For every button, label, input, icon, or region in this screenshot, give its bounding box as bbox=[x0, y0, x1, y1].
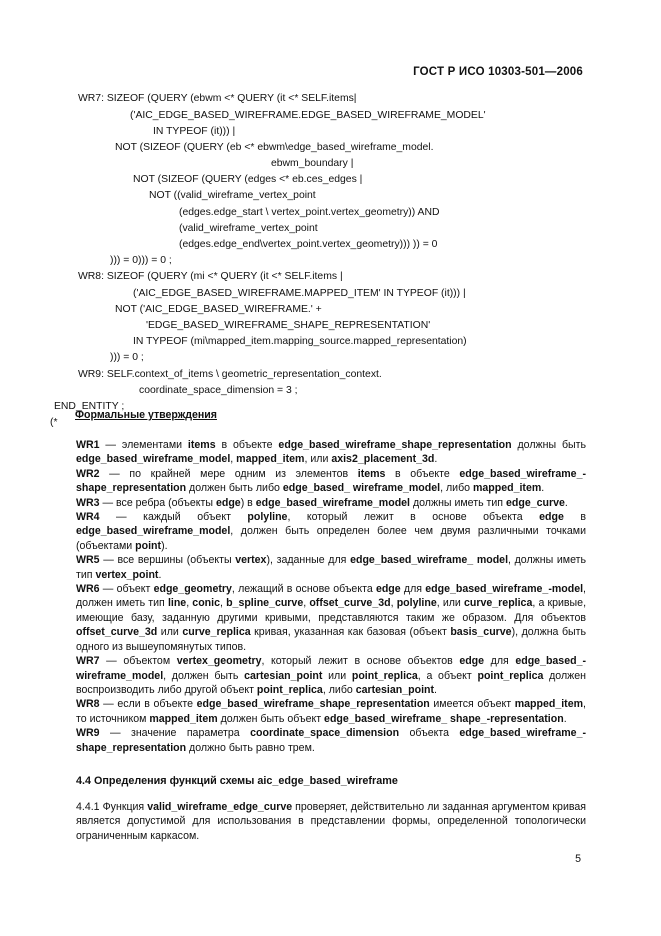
bold-term: edge_based_wireframe_ shape_-representation bbox=[324, 712, 564, 725]
text-run: для bbox=[400, 583, 426, 596]
rule-paragraph bbox=[52, 553, 586, 582]
bold-term: WR6 bbox=[76, 583, 100, 596]
text-run: , то источником bbox=[76, 698, 586, 725]
text-run: в объекте bbox=[385, 467, 460, 480]
text-run: или bbox=[157, 626, 183, 639]
text-run: — значение параметра bbox=[99, 727, 251, 740]
text-run: — если в объекте bbox=[99, 698, 197, 711]
text-run: . bbox=[564, 496, 568, 509]
text-run: должны иметь тип bbox=[410, 496, 506, 509]
code-line: (edges.edge_start \ vertex_point.vertex_geometry)) AND bbox=[179, 207, 440, 218]
bold-term: WR4 bbox=[76, 511, 100, 524]
text-run: , лежащий в основе объекта bbox=[231, 583, 376, 596]
text-run: , bbox=[390, 597, 397, 610]
bold-term: curve_replica bbox=[182, 626, 251, 639]
bold-term: WR8 bbox=[76, 698, 100, 711]
paragraph-4-4-1 bbox=[52, 800, 586, 843]
code-line: 'EDGE_BASED_WIREFRAME_SHAPE_REPRESENTATION' bbox=[146, 320, 431, 331]
text-run: , bbox=[186, 597, 193, 610]
bold-term: polyline bbox=[396, 597, 437, 610]
code-line: (* bbox=[50, 417, 58, 428]
text-run: ). bbox=[161, 539, 168, 552]
code-line: IN TYPEOF (mi\mapped_item.mapping_source.mapped_representation) bbox=[133, 336, 467, 347]
bold-term: edge_based_wireframe_ model bbox=[350, 554, 509, 567]
text-run: или bbox=[322, 669, 352, 682]
bold-term: edge_based_wireframe_shape_representation bbox=[196, 698, 430, 711]
text-run: , должен быть bbox=[163, 669, 245, 682]
bold-term: edge_based_wireframe_-model bbox=[425, 583, 584, 596]
text-run: , либо bbox=[322, 683, 356, 696]
text-run: , bbox=[303, 597, 310, 610]
text-run: 4.4.1 Функция bbox=[76, 801, 148, 813]
bold-term: edge bbox=[215, 496, 241, 509]
text-run: — каждый объект bbox=[99, 511, 248, 524]
bold-term: edge_based_wireframe_-shape_representation bbox=[76, 467, 586, 495]
bold-term: edge_based_wireframe_model bbox=[255, 496, 411, 509]
text-run: . bbox=[158, 568, 162, 581]
text-run: ) в bbox=[240, 496, 256, 509]
code-line: ))) = 0))) = 0 ; bbox=[110, 255, 172, 266]
bold-term: line bbox=[167, 597, 187, 610]
text-run: , который лежит в основе объекта bbox=[287, 511, 540, 524]
bold-term: edge_based_wireframe_-shape_representation bbox=[76, 727, 586, 754]
rule-paragraph bbox=[52, 496, 586, 510]
bold-term: point_replica bbox=[351, 669, 418, 682]
text-run: должны быть bbox=[511, 439, 587, 451]
text-run: объекта bbox=[399, 727, 460, 740]
bold-term: WR3 bbox=[76, 496, 100, 509]
code-line: WR8: SIZEOF (QUERY (mi <* QUERY (it <* SELF.items | bbox=[78, 271, 343, 282]
code-line: (valid_wireframe_vertex_point bbox=[179, 223, 318, 234]
text-run: , bbox=[219, 597, 227, 610]
text-run: . bbox=[434, 453, 438, 466]
text-run: — все ребра (объекты bbox=[99, 496, 216, 509]
code-line: NOT (SIZEOF (QUERY (eb <* ebwm\edge_based_wireframe_model. bbox=[115, 142, 434, 153]
text-run: — элементами bbox=[99, 439, 188, 451]
code-line: WR7: SIZEOF (QUERY (ebwm <* QUERY (it <* SELF.items| bbox=[78, 93, 357, 104]
rules-list bbox=[52, 438, 586, 755]
bold-term: edge bbox=[539, 511, 564, 524]
text-run: должен быть объект bbox=[217, 712, 325, 725]
bold-term: cartesian_point bbox=[244, 669, 323, 682]
bold-term: b_spline_curve bbox=[226, 597, 304, 610]
rule-paragraph bbox=[52, 510, 586, 553]
bold-term: cartesian_point bbox=[355, 683, 435, 696]
text-run: кривая, указанная как базовая (объект bbox=[250, 626, 451, 639]
text-run: . bbox=[541, 482, 545, 495]
bold-term: edge_geometry bbox=[153, 583, 232, 596]
code-line: IN TYPEOF (it))) | bbox=[153, 126, 236, 137]
bold-term: offset_curve_3d bbox=[309, 597, 391, 610]
code-line: NOT ('AIC_EDGE_BASED_WIREFRAME.' + bbox=[115, 304, 322, 315]
bold-term: axis2_placement_3d bbox=[331, 453, 435, 466]
bold-term: curve_replica bbox=[464, 597, 533, 610]
text-run: для bbox=[484, 655, 516, 668]
bold-term: vertex_geometry bbox=[176, 655, 262, 668]
text-run: в bbox=[563, 511, 586, 524]
text-run: — объект bbox=[99, 583, 154, 596]
bold-term: offset_curve_3d bbox=[76, 626, 158, 639]
bold-term: WR7 bbox=[76, 655, 100, 668]
text-run: . bbox=[563, 712, 567, 725]
text-run: в объекте bbox=[215, 439, 279, 451]
rule-paragraph bbox=[52, 438, 586, 467]
text-run: ), заданные для bbox=[266, 554, 351, 567]
bold-term: WR1 bbox=[76, 439, 100, 451]
bold-term: edge_based_-wireframe_model bbox=[76, 655, 586, 682]
bold-term: valid_wireframe_edge_curve bbox=[147, 801, 293, 813]
section-title: Формальные утверждения bbox=[75, 409, 217, 421]
bold-term: items bbox=[357, 467, 386, 480]
text-run: , а кривые, имеющие базу, заданную другими кривыми, представляются таким же образом. Для объектов bbox=[76, 597, 587, 624]
bold-term: point_replica bbox=[477, 669, 544, 682]
bold-term: items bbox=[187, 439, 216, 451]
text-run: — объектом bbox=[99, 655, 177, 668]
code-line: NOT (SIZEOF (QUERY (edges <* eb.ces_edges | bbox=[133, 174, 363, 185]
code-line: coordinate_space_dimension = 3 ; bbox=[139, 385, 298, 396]
code-line: END_ENTITY ; bbox=[54, 401, 125, 412]
code-line: (edges.edge_end\vertex_point.vertex_geometry))) )) = 0 bbox=[179, 239, 438, 250]
code-line: ('AIC_EDGE_BASED_WIREFRAME.MAPPED_ITEM' IN TYPEOF (it))) | bbox=[133, 288, 466, 299]
bold-term: polyline bbox=[247, 511, 288, 524]
bold-term: edge bbox=[459, 655, 485, 668]
code-line: ))) = 0 ; bbox=[110, 352, 144, 363]
text-run: должно быть равно трем. bbox=[186, 741, 315, 754]
bold-term: conic bbox=[192, 597, 220, 610]
code-line: NOT ((valid_wireframe_vertex_point bbox=[149, 190, 316, 201]
code-line: ('AIC_EDGE_BASED_WIREFRAME.EDGE_BASED_WIREFRAME_MODEL' bbox=[130, 110, 486, 121]
paragraph-text bbox=[52, 800, 586, 843]
bold-term: basis_curve bbox=[450, 626, 512, 639]
text-run: , или bbox=[436, 597, 465, 610]
text-run: — все вершины (объекты bbox=[99, 554, 236, 567]
bold-term: edge bbox=[375, 583, 401, 596]
subsection-heading: 4.4 Определения функций схемы aic_edge_based_wireframe bbox=[76, 775, 398, 787]
bold-term: edge_based_ wireframe_model bbox=[282, 482, 441, 495]
text-run: имеется объект bbox=[429, 698, 515, 711]
text-run: проверяет, действительно ли заданная аргументом кривая является допустимой для использования в представлении формы, определенной топологически ограниченным каркасом. bbox=[76, 801, 586, 842]
bold-term: vertex bbox=[235, 554, 267, 567]
bold-term: mapped_item bbox=[236, 453, 305, 466]
bold-term: coordinate_space_dimension bbox=[250, 727, 400, 740]
bold-term: point_replica bbox=[256, 683, 323, 696]
document-header: ГОСТ Р ИСО 10303-501—2006 bbox=[413, 66, 583, 78]
text-run: . bbox=[434, 683, 437, 696]
bold-term: WR5 bbox=[76, 554, 100, 567]
page-number: 5 bbox=[575, 853, 581, 865]
bold-term: mapped_item bbox=[472, 482, 542, 495]
bold-term: edge_based_wireframe_model bbox=[76, 453, 231, 466]
rule-paragraph bbox=[52, 467, 586, 496]
text-run: , а объект bbox=[417, 669, 478, 682]
text-run: , должны иметь тип bbox=[76, 554, 586, 581]
text-run: ), должна быть одного из вышеупомянутых типов. bbox=[76, 626, 587, 653]
text-run: , должен быть определен более чем двумя различными точками (объектами bbox=[76, 525, 586, 552]
bold-term: edge_based_wireframe_model bbox=[76, 525, 231, 538]
rule-paragraph bbox=[52, 697, 586, 726]
rule-paragraph bbox=[52, 726, 586, 755]
text-run: — по крайней мере одним из элементов bbox=[99, 467, 358, 480]
code-line: ebwm_boundary | bbox=[271, 158, 354, 169]
code-line: WR9: SELF.context_of_items \ geometric_representation_context. bbox=[78, 369, 382, 380]
text-run: , должен иметь тип bbox=[76, 583, 586, 610]
rule-paragraph bbox=[52, 582, 586, 654]
bold-term: edge_curve bbox=[505, 496, 565, 509]
bold-term: mapped_item bbox=[514, 698, 584, 711]
text-run: , который лежит в основе объектов bbox=[261, 655, 460, 668]
bold-term: WR9 bbox=[76, 727, 100, 740]
text-run: , bbox=[230, 453, 237, 466]
text-run: , либо bbox=[440, 482, 473, 495]
text-run: должен быть либо bbox=[186, 482, 283, 495]
bold-term: point bbox=[135, 539, 162, 552]
rule-paragraph bbox=[52, 654, 586, 697]
text-run: , или bbox=[304, 453, 332, 466]
bold-term: WR2 bbox=[76, 467, 100, 480]
text-run: должен воспроизводить либо другой объект bbox=[76, 669, 586, 696]
bold-term: edge_based_wireframe_shape_representation bbox=[278, 439, 512, 451]
bold-term: mapped_item bbox=[149, 712, 218, 725]
bold-term: vertex_point bbox=[95, 568, 159, 581]
